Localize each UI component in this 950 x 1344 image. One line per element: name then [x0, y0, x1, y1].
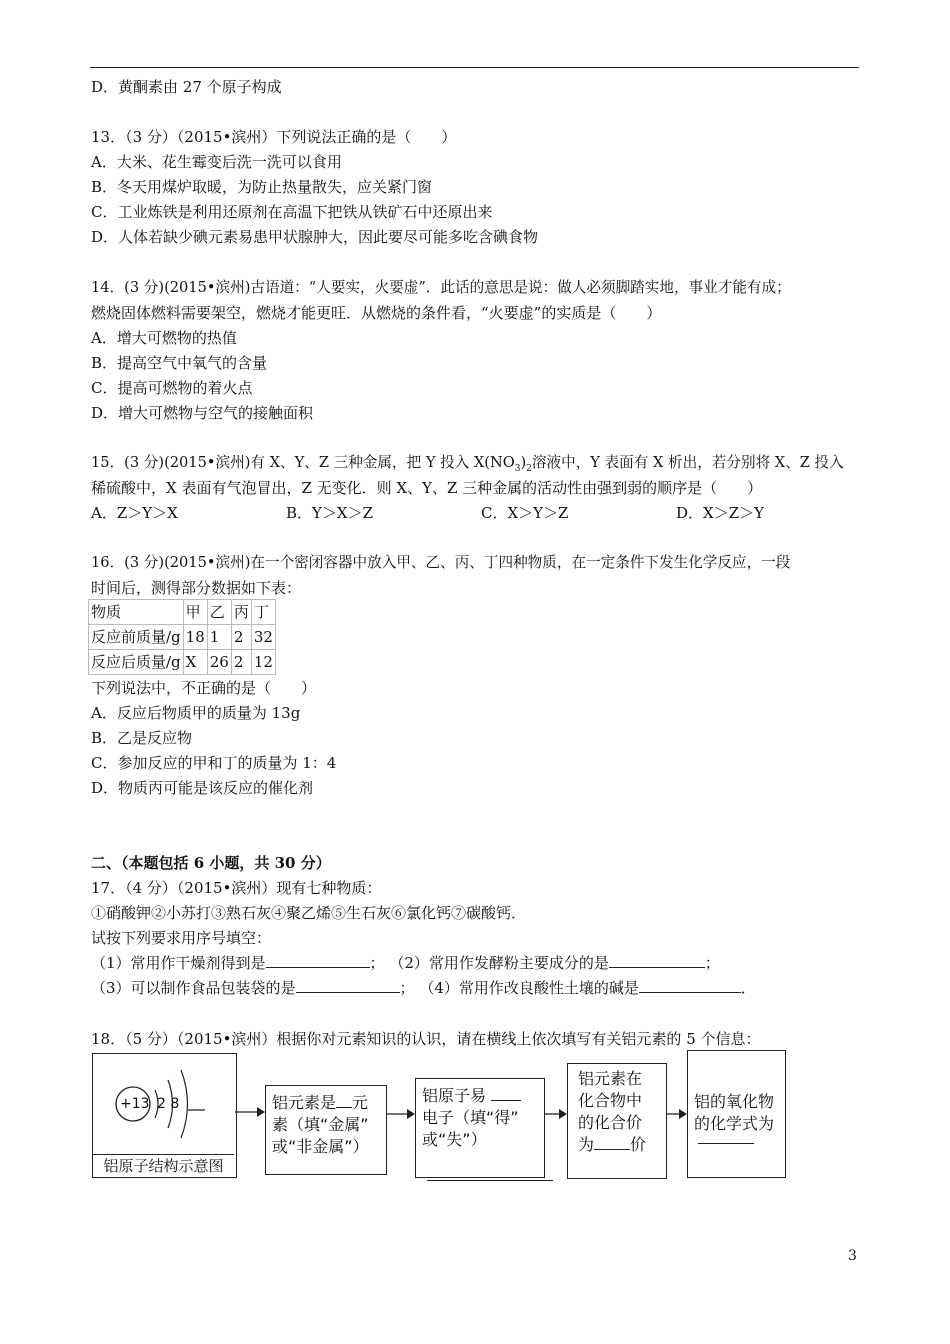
- q14-option-b: B．提高空气中氧气的含量: [91, 354, 268, 372]
- box3-line3: 或“失”）: [422, 1130, 487, 1149]
- q15-stem-line1: 15．(3 分)(2015•滨州)有 X、Y、Z 三种金属，把 Y 投入 $X(NO_3)_2$溶液中，Y 表面有 X 析出，若分别将 X、Z 投入: [91, 454, 844, 474]
- arrow-right-icon: [387, 1107, 415, 1121]
- table-cell: 物质: [89, 600, 184, 625]
- box5-line1: 铝的氧化物: [694, 1092, 775, 1111]
- q16-stem-line1: 16．(3 分)(2015•滨州)在一个密闭容器中放入甲、乙、丙、丁四种物质，在一定条件下发生化学反应，一段: [91, 554, 791, 571]
- q13-option-b: B．冬天用煤炉取暖，为防止热量散失，应关紧门窗: [91, 178, 433, 196]
- diagram-caption: 铝原子结构示意图: [93, 1154, 234, 1177]
- q17-row2: （3）可以制作食品包装袋的是 ； （4）常用作改良酸性土壤的碱是 ．: [91, 979, 756, 997]
- answer-blank[interactable]: [698, 1143, 754, 1144]
- box5-line2: 的化学式为: [694, 1114, 775, 1133]
- table-cell: 乙: [207, 600, 231, 625]
- q12-option-d: D．黄酮素由 27 个原子构成: [91, 78, 282, 96]
- table-row: [89, 650, 276, 675]
- table-header-row: [89, 600, 276, 625]
- nucleus-charge: +13: [120, 1096, 150, 1112]
- q16-option-b: B．乙是反应物: [91, 729, 193, 747]
- q14-option-d: D．增大可燃物与空气的接触面积: [91, 404, 314, 422]
- box2-line3: 或“非金属”）: [272, 1137, 369, 1156]
- q13-option-d: D．人体若缺少碘元素易患甲状腺肿大，因此要尽可能多吃含碘食物: [91, 228, 539, 246]
- table-cell: 18: [183, 625, 207, 650]
- header-rule: [90, 67, 859, 68]
- q14-stem-line1: 14．(3 分)(2015•滨州)古语道：“人要实，火要虚”．此话的意思是说：做人必须脚踏实地，事业才能有成；: [91, 279, 791, 296]
- answer-blank[interactable]: [491, 1086, 521, 1101]
- q13-option-a: A．大米、花生霉变后洗一洗可以食用: [91, 153, 342, 171]
- q15-option-d: D．X＞Z＞Y: [676, 504, 765, 522]
- table-cell: X: [183, 650, 207, 675]
- q17-substance-list: ①硝酸钾②小苏打③熟石灰④聚乙烯⑤生石灰⑥氯化钙⑦碳酸钙．: [91, 904, 527, 922]
- box2-line1: 铝元素是 元: [272, 1093, 369, 1112]
- box2-line2: 素（填“金属”: [272, 1115, 369, 1134]
- oxide-formula-box: [687, 1050, 786, 1178]
- answer-blank[interactable]: [336, 1093, 352, 1108]
- answer-blank[interactable]: [266, 953, 370, 968]
- page-number: 3: [848, 1248, 857, 1264]
- box4-line2: 化合物中: [578, 1091, 643, 1110]
- q16-stem-line2: 时间后，测得部分数据如下表：: [91, 579, 302, 597]
- q18-stem: 18．（5 分）（2015•滨州）根据你对元素知识的认识，请在横线上依次填写有关铝元素的 5 个信息：: [91, 1030, 761, 1048]
- table-row: [89, 625, 276, 650]
- q15-option-a: A．Z＞Y＞X: [91, 504, 178, 522]
- q17-row1: （1）常用作干燥剂得到是 ； （2）常用作发酵粉主要成分的是 ；: [91, 954, 720, 972]
- table-cell: 2: [231, 625, 251, 650]
- table-cell: 反应后质量/g: [89, 650, 184, 675]
- valence-box: [567, 1063, 667, 1179]
- q16-option-a: A．反应后物质甲的质量为 13g: [91, 704, 301, 722]
- q15-option-c: C．X＞Y＞Z: [481, 504, 569, 522]
- table-cell: 1: [207, 625, 231, 650]
- table-cell: 反应前质量/g: [89, 625, 184, 650]
- q13-option-c: C．工业炼铁是利用还原剂在高温下把铁从铁矿石中还原出来: [91, 203, 493, 221]
- answer-blank[interactable]: [639, 978, 741, 993]
- table-cell: 2: [231, 650, 251, 675]
- answer-blank[interactable]: [296, 978, 400, 993]
- section-heading: 二、（本题包括 6 小题，共 30 分）: [91, 854, 331, 872]
- table-cell: 丙: [231, 600, 251, 625]
- arrow-right-icon: [667, 1107, 687, 1121]
- q13-stem: 13．（3 分）（2015•滨州）下列说法正确的是（ ）: [91, 128, 457, 146]
- electron-box: [415, 1078, 545, 1178]
- metal-type-box: [265, 1085, 387, 1175]
- q17-part2: （2）常用作发酵粉主要成分的是: [389, 954, 609, 972]
- q16-option-c: C．参加反应的甲和丁的质量为 1：4: [91, 754, 337, 772]
- q16-data-table: [88, 599, 276, 675]
- q15-options: [91, 503, 871, 523]
- electron-shells: 2 8: [157, 1096, 180, 1112]
- table-cell: 26: [207, 650, 231, 675]
- q17-part3: （3）可以制作食品包装袋的是: [91, 979, 296, 997]
- q17-part1: （1）常用作干燥剂得到是: [91, 954, 266, 972]
- answer-blank[interactable]: [427, 1180, 553, 1181]
- box4-line3: 的化合价: [578, 1113, 643, 1132]
- q16-ask: 下列说法中，不正确的是（ ）: [91, 679, 317, 697]
- q16-option-d: D．物质丙可能是该反应的催化剂: [91, 779, 314, 797]
- q15-option-b: B．Y＞X＞Z: [286, 504, 374, 522]
- box4-line1: 铝元素在: [578, 1069, 643, 1088]
- q17-stem: 17．（4 分）（2015•滨州）现有七种物质：: [91, 879, 382, 897]
- answer-blank[interactable]: [594, 1135, 630, 1150]
- answer-blank[interactable]: [609, 953, 705, 968]
- q14-option-c: C．提高可燃物的着火点: [91, 379, 253, 397]
- arrow-right-icon: [545, 1107, 567, 1121]
- q17-ask: 试按下列要求用序号填空：: [91, 929, 272, 947]
- table-cell: 甲: [183, 600, 207, 625]
- box4-line4: 为 价: [578, 1135, 647, 1154]
- q14-option-a: A．增大可燃物的热值: [91, 329, 237, 347]
- q15-stem-line2: 稀硫酸中，X 表面有气泡冒出，Z 无变化．则 X、Y、Z 三种金属的活动性由强到弱的顺序是（ ）: [91, 479, 763, 497]
- q17-part4: （4）常用作改良酸性土壤的碱是: [419, 979, 639, 997]
- box3-line2: 电子（填“得”: [422, 1108, 519, 1127]
- box3-line1: 铝原子易: [422, 1085, 544, 1107]
- table-cell: 丁: [251, 600, 275, 625]
- table-cell: 12: [251, 650, 275, 675]
- table-cell: 32: [251, 625, 275, 650]
- arrow-right-icon: [235, 1105, 265, 1119]
- shell-arc-3: [181, 1070, 188, 1138]
- q14-stem-line2: 燃烧固体燃料需要架空，燃烧才能更旺．从燃烧的条件看，“火要虚”的实质是（ ）: [91, 304, 662, 322]
- atom-structure-box: [92, 1053, 237, 1178]
